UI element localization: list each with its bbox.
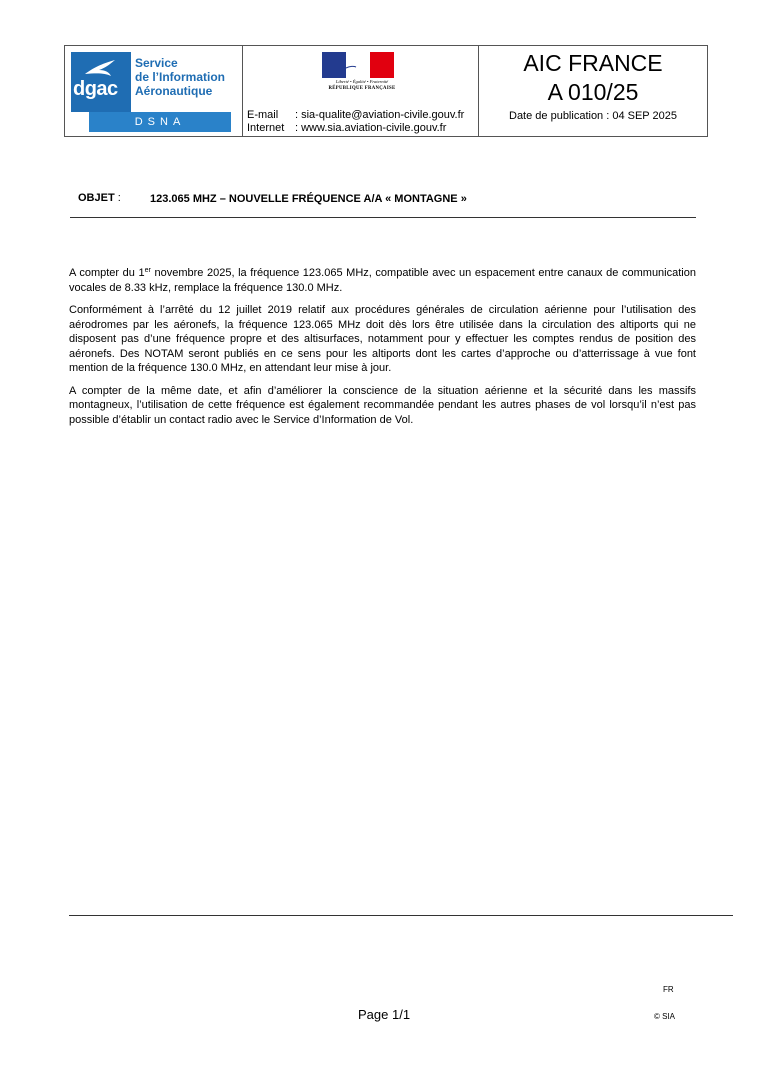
paragraph: Conformément à l’arrêté du 12 juillet 2019 relatif aux procédures générales de circulation aérienne pour l’utilisation des aérodromes par les aéronefs, la fréquence 123.065 MHz doit dès lors être utilisée dans la circulation des altiports qui ne disposent pas d’une fréquence propre et des altisurfaces, notamment pour y effectuer les comptes rendus de position des aéronefs. Des NOTAM seront publiés en ce sens pour les altiports dont les cartes d’approche ou d’atterrissage à vue font mention de la fréquence 130.0 MHz, en attendant leur mise à jour. (69, 304, 696, 374)
paragraph: A compter de la même date, et afin d’améliorer la conscience de la situation aérienne et la sécurité dans les massifs montagneux, l’utilisation de cette fréquence est également recommandée pendant les autres phases de vol lorsqu’il n’est pas possible d’établir un contact radio avec le Service d’Information de Vol. (69, 384, 696, 426)
contact-info (247, 109, 464, 135)
service-line: de l’Information (135, 70, 225, 84)
marianne-icon (342, 54, 372, 76)
subject-line (78, 192, 467, 205)
contact-cell (243, 46, 479, 136)
subject-label: OBJET (78, 192, 115, 204)
dsna-banner: DSNA (89, 112, 231, 132)
divider (70, 217, 696, 218)
email-label: E-mail (247, 109, 279, 121)
paragraph: A compter du 1er novembre 2025, la fréquence 123.065 MHz, compatible avec un espacement entre canaux de communication vocales de 8.33 kHz, remplace la fréquence 130.0 MHz. (69, 267, 696, 294)
aic-title: AIC FRANCE (523, 50, 663, 76)
page-number: Page 1/1 (358, 1007, 411, 1022)
aic-reference: A 010/25 (547, 79, 639, 105)
bird-icon (81, 56, 121, 78)
service-line: Aéronautique (135, 84, 213, 98)
language-code: FR (663, 985, 674, 994)
service-line: Service (135, 56, 178, 70)
publication-date: Date de publication : 04 SEP 2025 (509, 110, 677, 122)
subject-separator: : (114, 192, 121, 204)
republic-motto: Liberté • Égalité • Fraternité (335, 79, 389, 84)
email-link[interactable]: : sia-qualite@aviation-civile.gouv.fr (295, 109, 465, 121)
aic-reference-cell (479, 46, 707, 136)
copyright: © SIA (654, 1012, 676, 1021)
republic-name: RÉPUBLIQUE FRANÇAISE (328, 86, 396, 91)
document-header (64, 45, 708, 137)
website-link[interactable]: : www.sia.aviation-civile.gouv.fr (295, 122, 447, 134)
dgac-logo (71, 52, 235, 132)
republique-francaise-logo (322, 52, 394, 78)
dgac-logo-cell (65, 46, 243, 136)
dgac-wordmark: dgac (73, 78, 118, 100)
subject-text: 123.065 MHZ – NOUVELLE FRÉQUENCE A/A « MONTAGNE » (150, 193, 467, 205)
internet-label: Internet (247, 122, 285, 134)
footer-divider (69, 915, 733, 916)
document-body (69, 266, 696, 435)
dgac-logo-mark (71, 52, 131, 112)
dgac-service-name (135, 56, 235, 98)
